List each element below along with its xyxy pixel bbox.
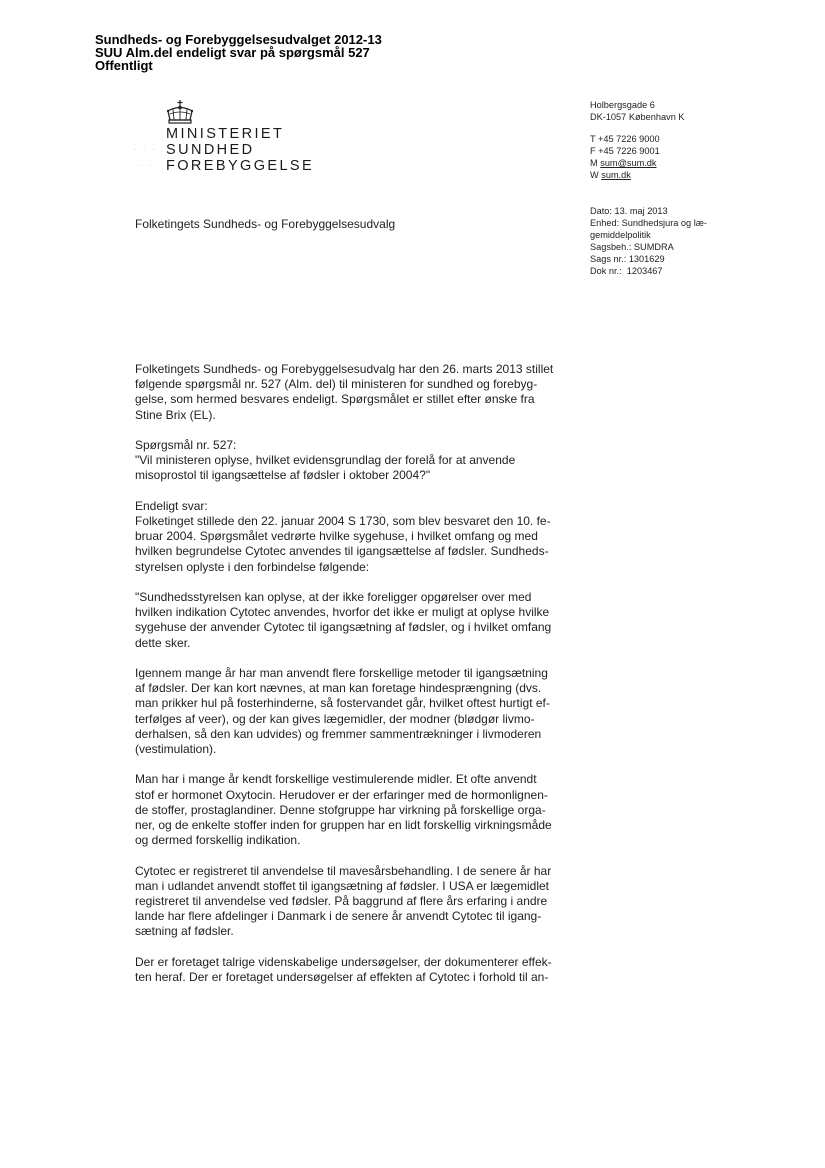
text-line: Der er foretaget talrige videnskabelige undersøgelser, der dokumenterer effek- bbox=[135, 954, 552, 969]
body-paragraph bbox=[135, 955, 553, 985]
text-line: Folketingets Sundheds- og Forebyggelsesudvalg har den 26. marts 2013 stillet bbox=[135, 362, 554, 376]
text-line: Stine Brix (EL). bbox=[135, 407, 216, 422]
web-line: W sum.dk bbox=[590, 170, 631, 180]
text-line: Man har i mange år kendt forskellige vestimulerende midler. Et ofte anvendt bbox=[135, 772, 537, 787]
fax-number: F +45 7226 9001 bbox=[590, 146, 660, 156]
text-line: ten heraf. Der er foretaget undersøgelser af effekten af Cytotec i forhold til an- bbox=[135, 970, 549, 985]
caseworker: Sagsbeh.: SUMDRA bbox=[590, 242, 674, 252]
text-line: man prikker hul på fosterhinderne, så fostervandet går, hvilket oftest hurtigt ef- bbox=[135, 696, 550, 711]
text-line: dette sker. bbox=[135, 635, 191, 650]
unit-line-1: Enhed: Sundhedsjura og læ- bbox=[590, 218, 707, 228]
text-line: sygehuse der anvender Cytotec til igangsætning af fødsler, og i hvilket omfang bbox=[135, 620, 552, 635]
text-line: gelse, som hermed besvares endeligt. Spørgsmålet er stillet efter ønske fra bbox=[135, 392, 535, 407]
text-line: lande har flere afdelinger i Danmark i de senere år anvendt Cytotec til igang- bbox=[135, 909, 542, 924]
ministry-logo: · · · · · MINISTERIET SUNDHED FOREBYGGELSE bbox=[134, 100, 304, 180]
text-line: misoprostol til igangsættelse af fødsler i oktober 2004?" bbox=[135, 468, 431, 483]
text-line: Endeligt svar: bbox=[135, 498, 208, 513]
body-paragraph bbox=[135, 590, 553, 651]
body-paragraph bbox=[135, 499, 553, 575]
logo-wordmark bbox=[166, 126, 314, 174]
text-line: stof er hormonet Oxytocin. Herudover er der erfaringer med de hormonlignen- bbox=[135, 787, 548, 802]
text-line: bruar 2004. Spørgsmålet vedrørte hvilke sygehuse, i hvilket omfang og med bbox=[135, 529, 538, 544]
text-line: registreret til anvendelse ved fødsler. På baggrund af flere års erfaring i andre bbox=[135, 894, 548, 909]
contact-block bbox=[590, 99, 685, 181]
website-link[interactable]: sum.dk bbox=[601, 170, 631, 180]
case-number: Sags nr.: 1301629 bbox=[590, 254, 665, 264]
body-paragraph bbox=[135, 666, 553, 757]
logo-line-ministeriet: MINISTERIET bbox=[166, 126, 285, 142]
body-paragraph bbox=[135, 362, 553, 423]
logo-line-forebyggelse: FOREBYGGELSE bbox=[166, 158, 315, 174]
address-street: Holbergsgade 6 bbox=[590, 100, 655, 110]
crown-icon bbox=[162, 100, 198, 126]
letter-body bbox=[135, 362, 553, 1000]
text-line: terfølges af veer), og der kan gives lægemidler, der modner (blødgør livmo- bbox=[135, 711, 535, 726]
text-line: derhalsen, så den kan udvides) og fremmer sammentrækninger i livmoderen bbox=[135, 726, 542, 741]
phone-number: T +45 7226 9000 bbox=[590, 134, 660, 144]
text-line: styrelsen oplyste i den forbindelse følgende: bbox=[135, 559, 370, 574]
text-line: Cytotec er registreret til anvendelse til mavesårsbehandling. I de senere år har bbox=[135, 863, 552, 878]
email-line: M sum@sum.dk bbox=[590, 158, 657, 168]
logo-line-sundhed: SUNDHED bbox=[166, 142, 255, 158]
text-line: Igennem mange år har man anvendt flere forskellige metoder til igangsætning bbox=[135, 666, 548, 680]
text-line: (vestimulation). bbox=[135, 742, 217, 757]
text-line: ner, og de enkelte stoffer inden for gruppen har en lidt forskellig virkningsmåde bbox=[135, 818, 552, 833]
recipient: Folketingets Sundheds- og Forebyggelsesudvalg bbox=[135, 217, 396, 231]
text-line: følgende spørgsmål nr. 527 (Alm. del) til ministeren for sundhed og forebyg- bbox=[135, 377, 538, 392]
body-paragraph bbox=[135, 864, 553, 940]
text-line: Spørgsmål nr. 527: bbox=[135, 438, 237, 452]
document-number: Dok nr.: 1203467 bbox=[590, 266, 663, 276]
body-paragraph bbox=[135, 772, 553, 848]
body-paragraph bbox=[135, 438, 553, 484]
text-line: "Sundhedsstyrelsen kan oplyse, at der ikke foreligger opgørelser over med bbox=[135, 590, 532, 604]
text-line: sætning af fødsler. bbox=[135, 924, 234, 939]
text-line: de stoffer, prostaglandiner. Denne stofgruppe har virkning på forskellige orga- bbox=[135, 802, 546, 817]
text-line: Folketinget stillede den 22. januar 2004 S 1730, som blev besvaret den 10. fe- bbox=[135, 514, 551, 528]
address-city: DK-1057 København K bbox=[590, 112, 685, 122]
document-header bbox=[95, 33, 382, 72]
text-line: man i udlandet anvendt stoffet til igangsætning af fødsler. I USA er lægemidlet bbox=[135, 878, 550, 893]
email-link[interactable]: sum@sum.dk bbox=[600, 158, 657, 168]
text-line: og dermed forskellig indikation. bbox=[135, 833, 301, 848]
text-line: af fødsler. Der kan kort nævnes, at man kan foretage hindesprængning (dvs. bbox=[135, 681, 542, 696]
letter-date: Dato: 13. maj 2013 bbox=[590, 206, 668, 216]
text-line: "Vil ministeren oplyse, hvilket evidensgrundlag der forelå for at anvende bbox=[135, 453, 516, 468]
text-line: hvilken begrundelse Cytotec anvendes til igangsættelse af fødsler. Sundheds- bbox=[135, 544, 549, 559]
unit-line-2: gemiddelpolitik bbox=[590, 230, 651, 240]
case-metadata bbox=[590, 205, 707, 277]
text-line: hvilken indikation Cytotec anvendes, hvorfor det ikke er muligt at oplyse hvilke bbox=[135, 605, 550, 620]
header-subject: SUU Alm.del endeligt svar på spørgsmål 527 bbox=[95, 45, 370, 60]
header-status: Offentligt bbox=[95, 58, 153, 73]
header-committee: Sundheds- og Forebyggelsesudvalget 2012-13 bbox=[95, 32, 382, 47]
